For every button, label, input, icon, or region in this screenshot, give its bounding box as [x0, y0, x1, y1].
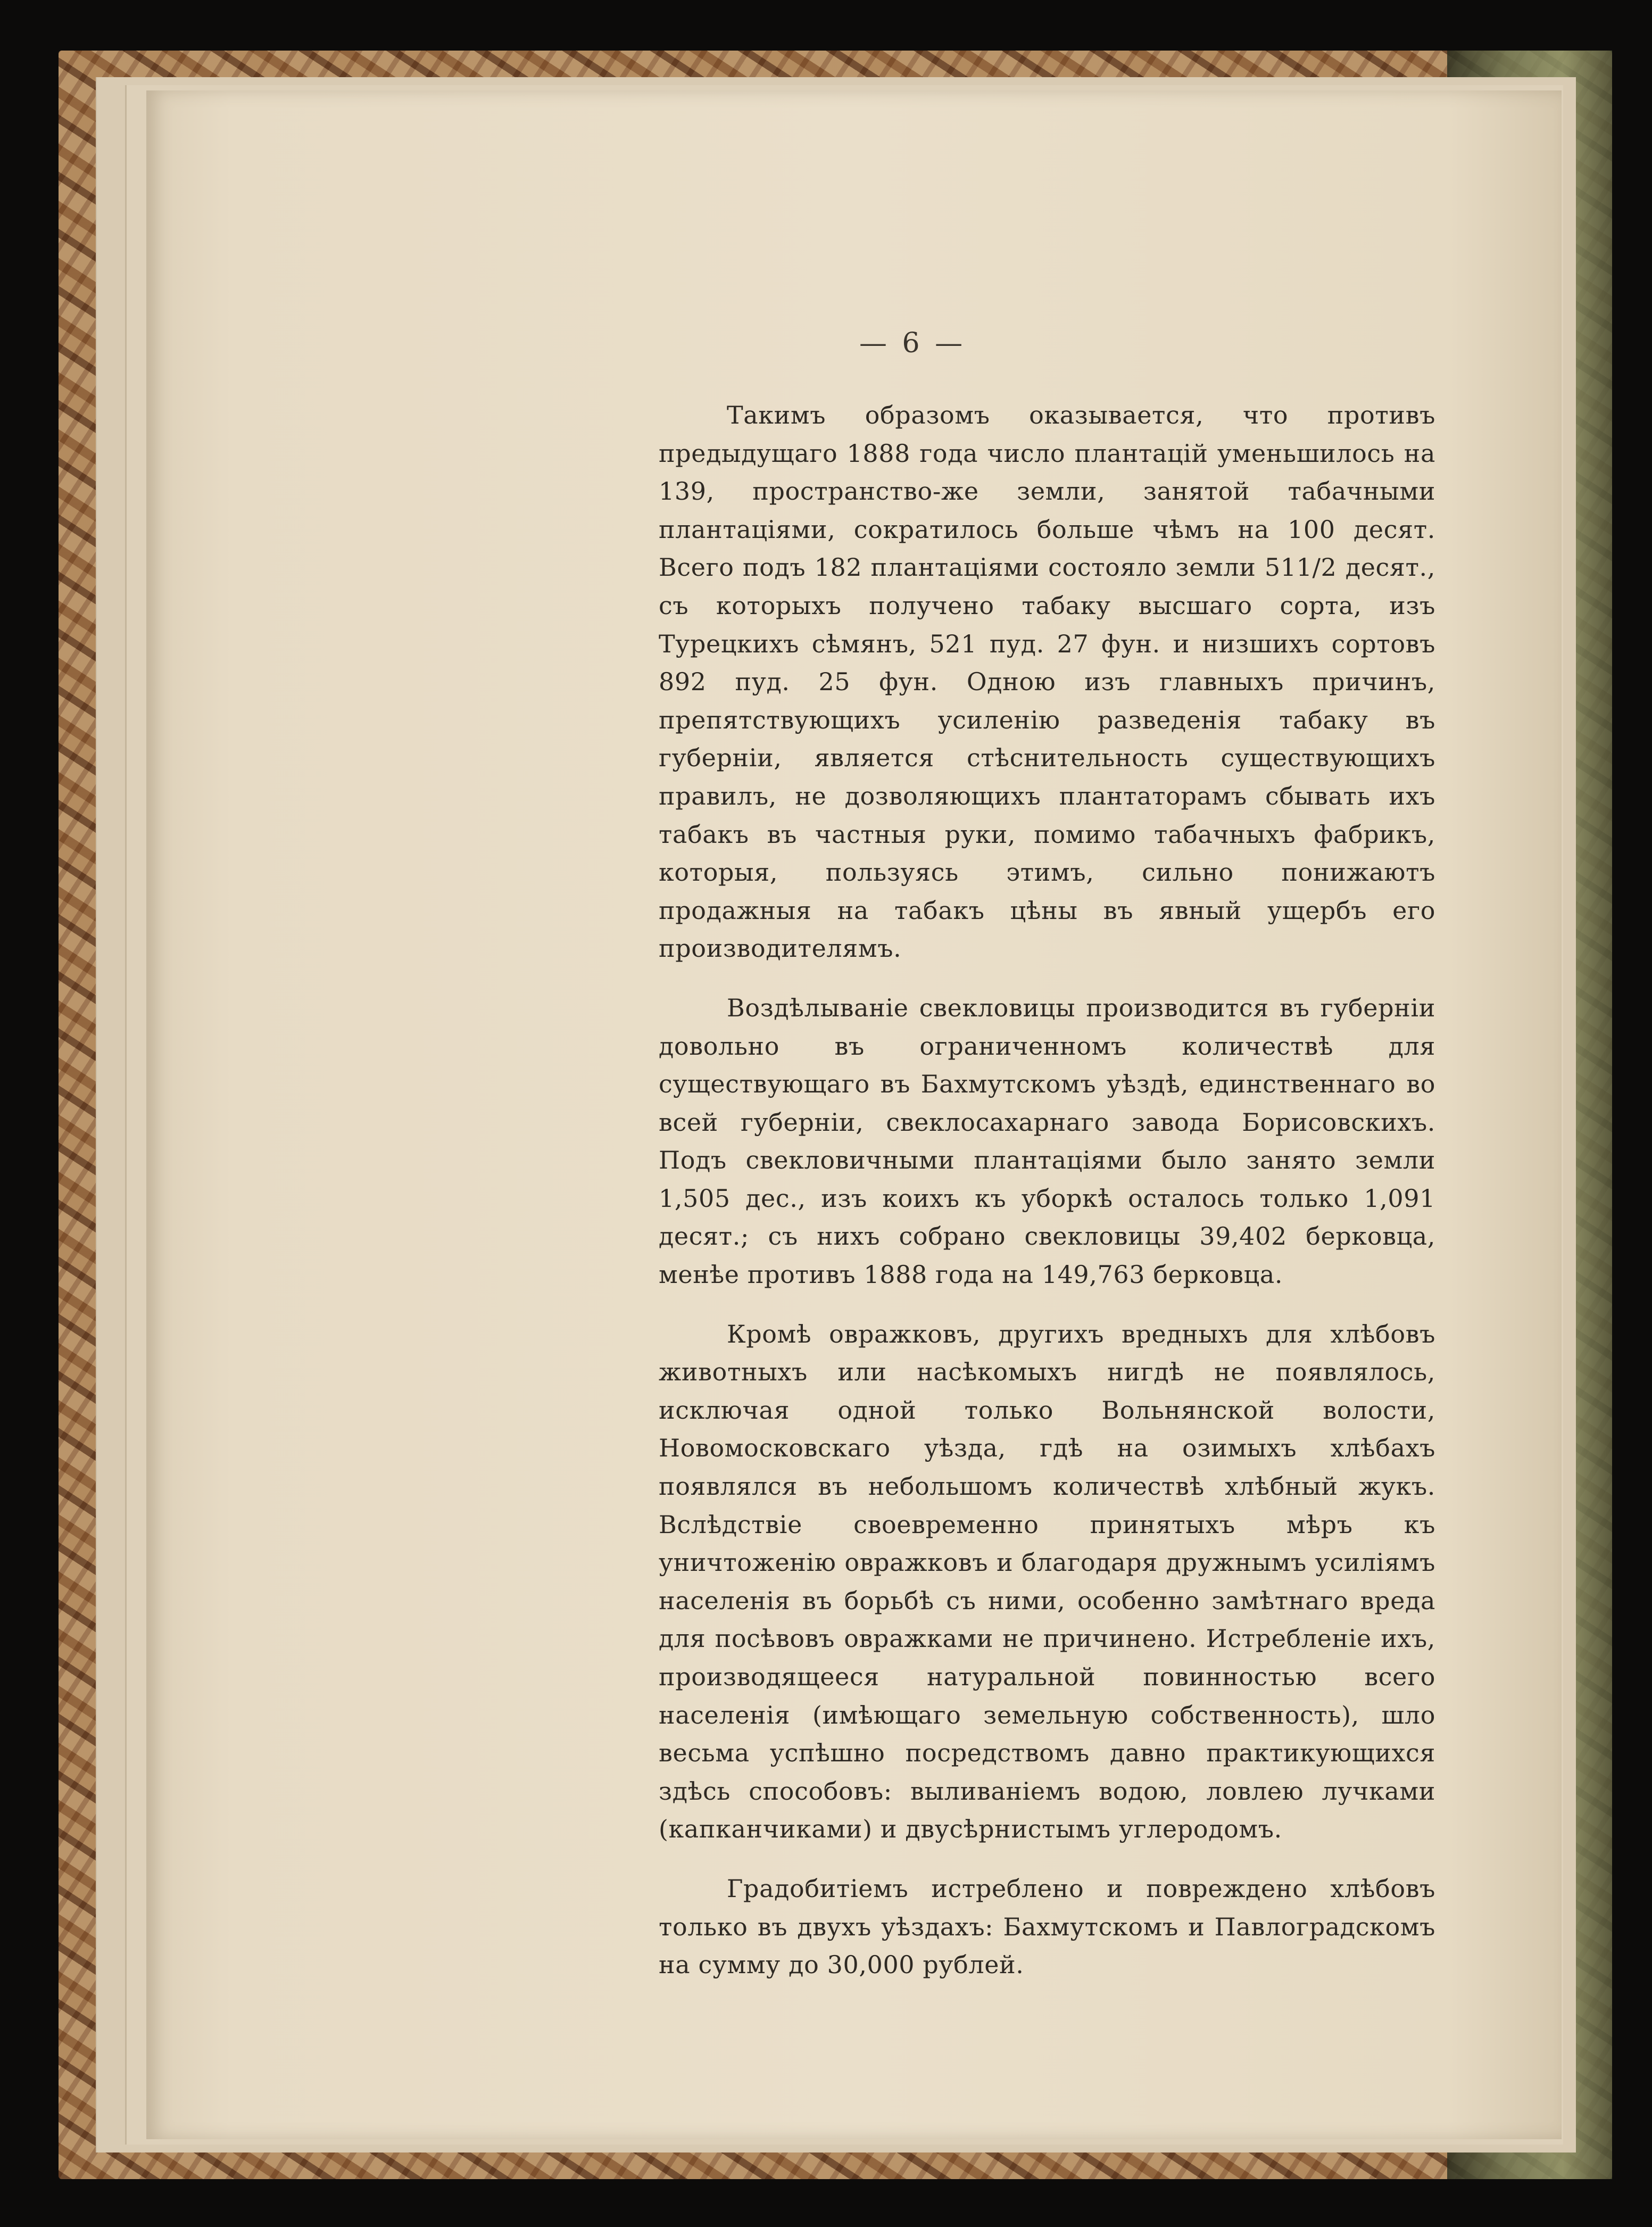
page-number: — 6 —	[859, 327, 966, 359]
paragraph-sugar-beet: Воздѣлываніе свекловицы производится въ губерніи довольно въ ограниченномъ количествѣ для существующаго въ Бахмутскомъ уѣздѣ, единственнаго во всей губерніи, свеклосахарнаго завода Борисовскихъ. Подъ свекловичными плантаціями было занято земли 1,505 дес., изъ коихъ къ уборкѣ осталось только 1,091 десят.; съ нихъ собрано свекловицы 39,402 берковца, менѣе противъ 1888 года на 149,763 берковца.	[659, 993, 1435, 1289]
paragraph-hail: Градобитіемъ истреблено и повреждено хлѣбовъ только въ двухъ уѣздахъ: Бахмутскомъ и Павлоградскомъ на сумму до 30,000 рублей.	[659, 1874, 1435, 1980]
paragraph-tobacco	[659, 396, 1435, 968]
fraction-half: 1/2	[1296, 553, 1337, 582]
paragraph-pests: Кромѣ овражковъ, другихъ вредныхъ для хлѣбовъ животныхъ или насѣкомыхъ нигдѣ не появлялось, исключая одной только Вольнянской волости, Новомосковскаго уѣзда, гдѣ на озимыхъ хлѣбахъ появлялся въ небольшомъ количествѣ хлѣбный жукъ. Вслѣдствіе своевременно принятыхъ мѣръ къ уничтоженію овражковъ и благодаря дружнымъ усиліямъ населенія въ борьбѣ съ ними, особенно замѣтнаго вреда для посѣвовъ овражками не причинено. Истребленіе ихъ, производящееся натуральной повинностью всего населенія (имѣющаго земельную собственность), шло весьма успѣшно посредствомъ давно практикующихся здѣсь способовъ: выливаніемъ водою, ловлею лучками (капканчиками) и двусѣрнистымъ углеродомъ.	[659, 1319, 1435, 1844]
body-text	[659, 396, 1435, 2006]
paragraph-tobacco-text-end: десят., съ которыхъ получено табаку высшаго сорта, изъ Турецкихъ сѣмянъ, 521 пуд. 27 фун. и низшихъ сортовъ 892 пуд. 25 фун. Одною изъ главныхъ причинъ, препятствующихъ усиленію разведенія табаку въ губерніи, является стѣснительность существующихъ правилъ, не дозволяющихъ плантаторамъ сбывать ихъ табакъ въ частныя руки, помимо табачныхъ фабрикъ, которыя, пользуясь этимъ, сильно понижаютъ продажныя на табакъ цѣны въ явный ущербъ его производителямъ.	[659, 553, 1435, 963]
paragraph-tobacco-text-start: Такимъ образомъ оказывается, что противъ предыдущаго 1888 года число плантацій уменьшилось на 139, пространство-же земли, занятой табачными плантаціями, сократилось больше чѣмъ на 100 десят. Всего подъ 182 плантаціями состояло земли 51	[659, 401, 1435, 582]
